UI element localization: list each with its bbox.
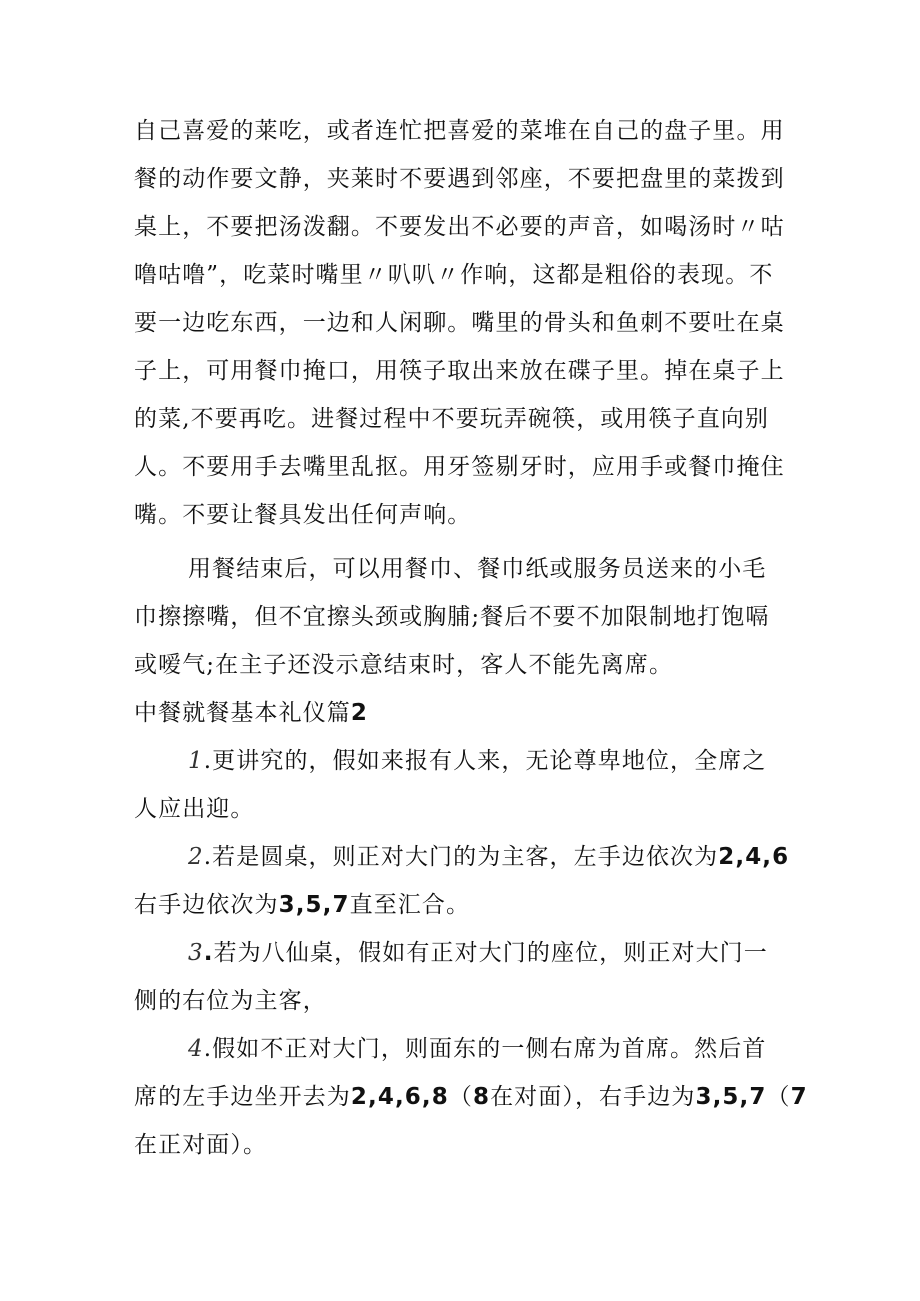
item-text: 席的左手边坐开去为 (134, 1084, 351, 1110)
paragraph-line: 嘴。不要让餐具发出任何声响。 (134, 502, 472, 528)
heading-text: 中餐就餐基本礼仪篇 (134, 700, 351, 726)
item-text: 右手边依次为 (134, 892, 279, 918)
item-number: 1 (188, 748, 204, 774)
item-text: 若为八仙桌，假如有正对大门的座位，则正对大门一 (213, 940, 768, 966)
paragraph-line: 的菜,不要再吃。进餐过程中不要玩弄碗筷，或用筷子直向别 (134, 406, 770, 432)
item-bold-numbers: 3,5,7 (695, 1084, 767, 1110)
item-bold-numbers: 2,4,6 (718, 844, 790, 870)
list-item (188, 1034, 794, 1064)
section-heading (134, 698, 794, 728)
paragraph-line: 桌上，不要把汤泼翻。不要发出不必要的声音，如喝汤时〃咕 (134, 214, 785, 240)
item-text: 直至汇合。 (349, 892, 471, 918)
paragraph-line: 或嗳气;在主子还没示意结束时，客人不能先离席。 (134, 652, 674, 678)
item-bold-numbers: 3,5,7 (278, 892, 350, 918)
heading-number: 2 (350, 700, 369, 726)
item-text: （ (448, 1084, 473, 1110)
item-bold-numbers: 2,4,6,8 (350, 1084, 449, 1110)
paragraph-line: 人。不要用手去嘴里乱抠。用牙签剔牙时，应用手或餐巾掩住 (134, 454, 785, 480)
item-text: .若是圆桌，则正对大门的为主客，左手边依次为 (203, 844, 719, 870)
item-dot: . (203, 940, 214, 966)
item-text: .假如不正对大门，则面东的一侧右席为首席。然后首 (203, 1036, 767, 1062)
list-item-continuation: 侧的右位为主客， (134, 988, 327, 1014)
list-item-continuation: 人应出迎。 (134, 796, 255, 822)
list-item (188, 842, 794, 872)
paragraph-line: 巾擦擦嘴，但不宜擦头颈或胸脯;餐后不要不加限制地打饱嗝 (134, 604, 770, 630)
item-bold-numbers: 7 (790, 1084, 808, 1110)
item-number: 3 (188, 940, 204, 966)
paragraph-line: 用餐结束后，可以用餐巾、餐巾纸或服务员送来的小毛 (188, 556, 767, 582)
list-item (188, 938, 794, 968)
list-item (188, 746, 794, 776)
list-item-continuation (134, 890, 794, 920)
item-bold-numbers: 8 (472, 1084, 491, 1110)
item-number: 4 (188, 1036, 204, 1062)
paragraph-line: 餐的动作要文静，夹莱时不要遇到邻座，不要把盘里的菜拨到 (134, 166, 785, 192)
paragraph-line: 要一边吃东西，一边和人闲聊。嘴里的骨头和鱼刺不要吐在桌 (134, 310, 785, 336)
list-item-continuation: 在正对面）。 (134, 1132, 268, 1158)
item-text: 在对面），右手边为 (490, 1084, 696, 1110)
list-item-continuation (134, 1082, 808, 1112)
paragraph-line: 子上，可用餐巾掩口，用筷子取出来放在碟子里。掉在桌子上 (134, 358, 785, 384)
item-text: （ (766, 1084, 791, 1110)
item-number: 2 (188, 844, 204, 870)
paragraph-line: 自己喜爱的莱吃，或者连忙把喜爱的菜堆在自己的盘子里。用 (134, 118, 785, 144)
item-text: .更讲究的，假如来报有人来，无论尊卑地位，全席之 (203, 748, 767, 774)
paragraph-line: 噜咕噜”，吃菜时嘴里〃叭叭〃作响，这都是粗俗的表现。不 (134, 262, 774, 288)
